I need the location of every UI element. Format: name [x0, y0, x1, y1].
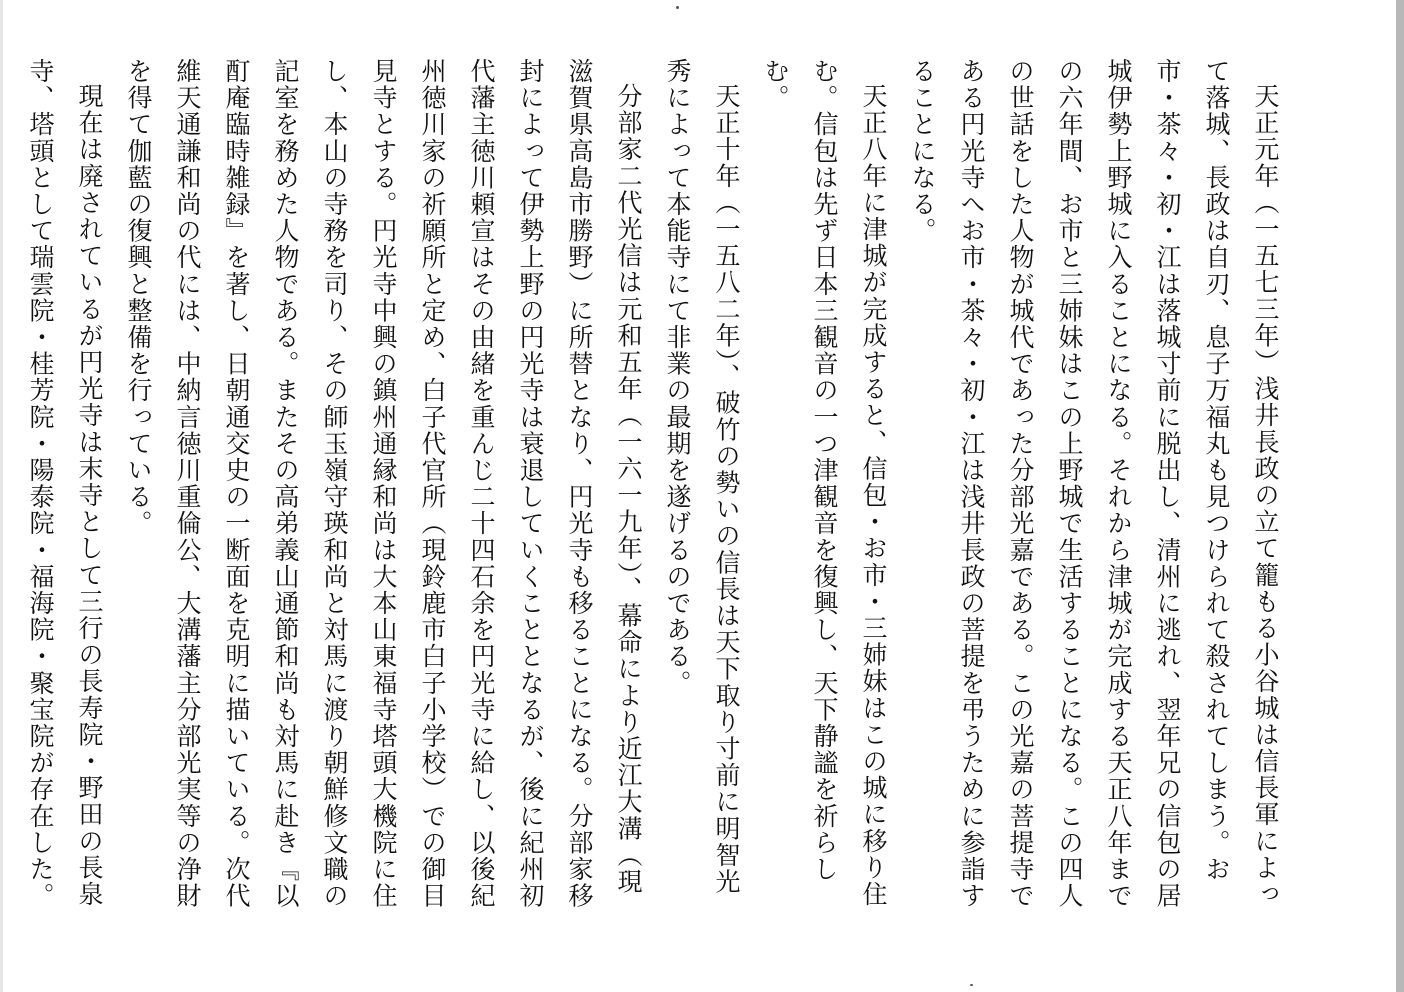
paragraph-tensho-gannen: 天正元年（一五七三年）浅井長政の立て籠もる小谷城は信長軍によって落城、長政は自刃、息子万福丸も見つけられて殺されてしまう。お市・茶々・初・江は落城寸前に脱出し、清州に逃れ、翌年兄の信包の居城伊勢上野城に入ることになる。それから津城が完成する天正八年までの六年間、お市と三姉妹はこの上野城で生活することになる。この四人の世話をした人物が城代であった分部光嘉である。この光嘉の菩提寺である円光寺へお市・茶々・初・江は浅井長政の菩提を弔うために参詣することになる。: [908, 58, 1280, 910]
page-right-edge: [1396, 0, 1404, 992]
paragraph-genzai: 現在は廃されているが円光寺は末寺として三行の長寿院・野田の長泉寺、塔頭として瑞雲院・桂芳院・陽泰院・福海院・聚宝院が存在した。: [26, 58, 104, 910]
paragraph-tensho-junen: 天正十年（一五八二年）、破竹の勢いの信長は天下取り寸前に明智光秀によって本能寺にて非業の最期を遂げるのである。: [663, 58, 741, 896]
paragraph-tensho-hachinen: 天正八年に津城が完成すると、信包・お市・三姉妹はこの城に移り住む。信包は先ず日本三観音の一つ津観音を復興し、天下静謐を祈らしむ。: [761, 58, 888, 908]
vertical-text-body: [26, 58, 1290, 918]
scan-speck: [970, 984, 973, 986]
scan-speck: [676, 6, 679, 9]
paragraph-wakebe-mitsunobu: 分部家二代光信は元和五年（一六一九年）、幕命により近江大溝（現滋賀県高島市勝野）に所替となり、円光寺も移ることになる。分部家移封によって伊勢上野の円光寺は衰退していくこととなるが、後に紀州初代藩主徳川頼宣はその由緒を重んじ二十四石余を円光寺に給し、以後紀州徳川家の祈願所と定め、白子代官所（現鈴鹿市白子小学校）での御目見寺とする。円光寺中興の鎮州通縁和尚は大本山東福寺塔頭大機院に住し、本山の寺務を司り、その師玉嶺守瑛和尚と対馬に渡り朝鮮修文職の記室を務めた人物である。またその高弟義山通節和尚も対馬に赴き『以酊庵臨時雑録』を著し、日朝通交史の一断面を克明に描いている。次代維天通謙和尚の代には、中納言徳川重倫公、大溝藩主分部光実等の浄財を得て伽藍の復興と整備を行っている。: [124, 58, 643, 910]
page-left-edge: [0, 0, 3, 992]
